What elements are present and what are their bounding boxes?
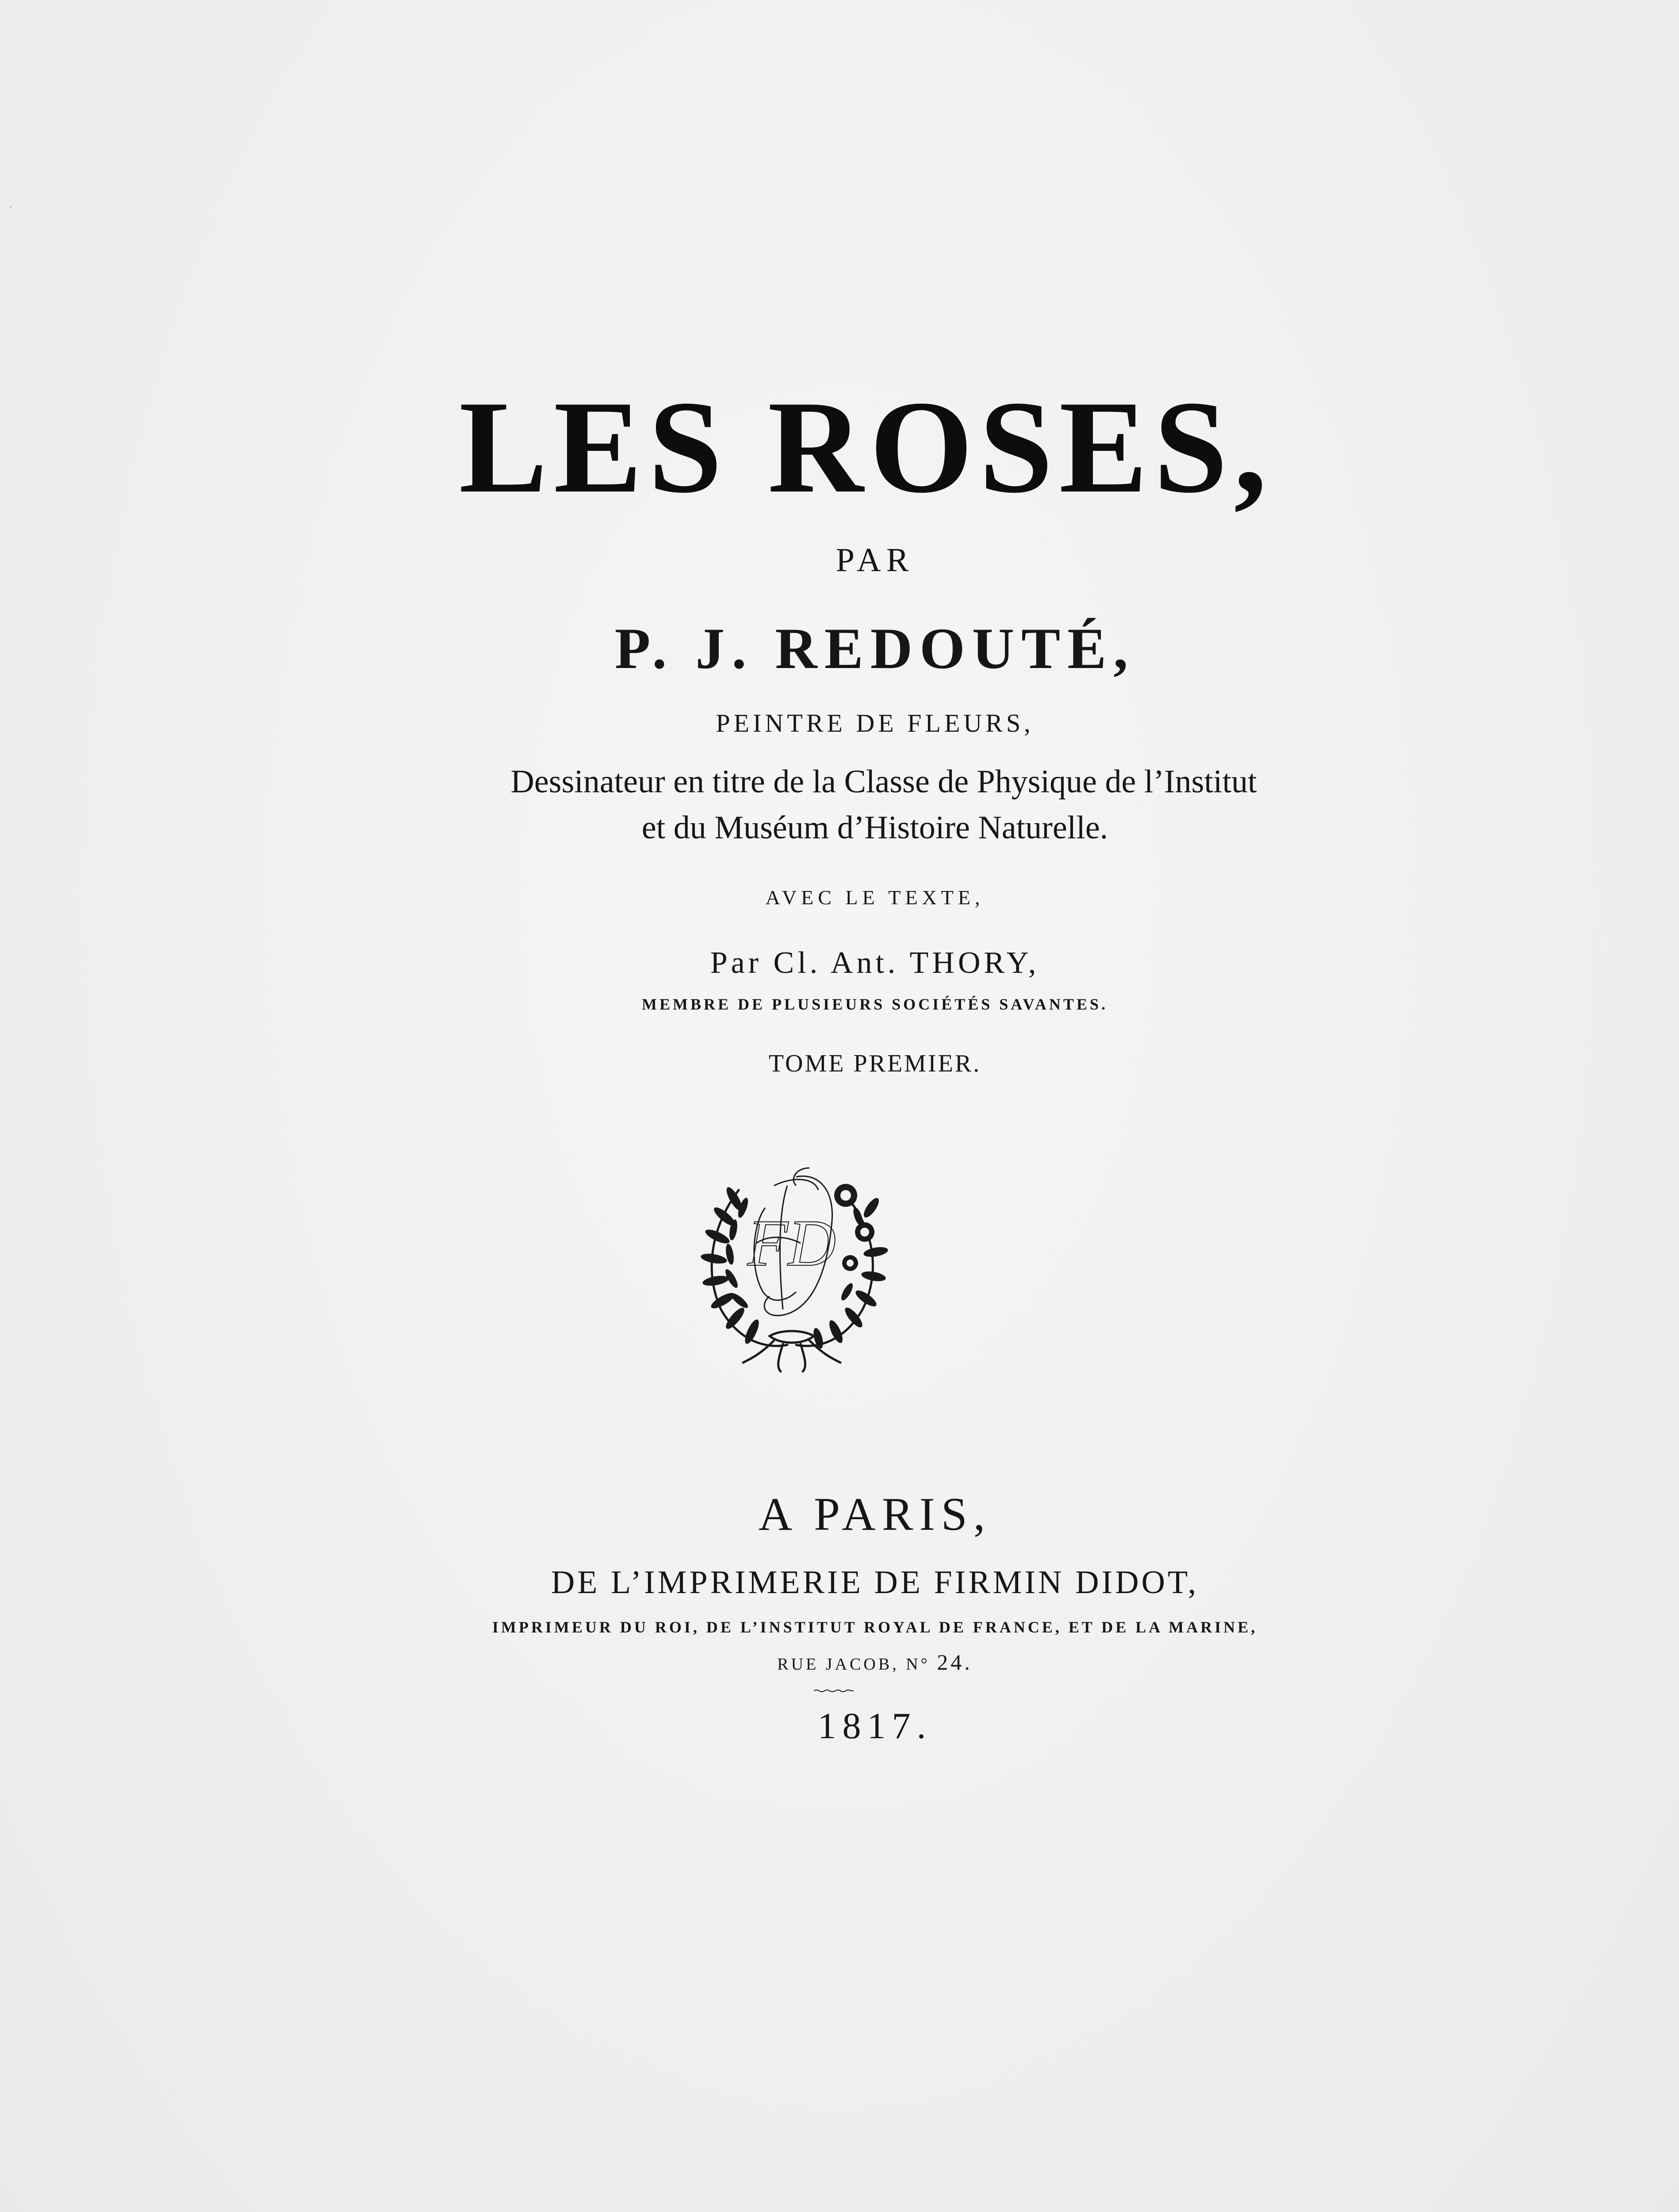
paper-speck: [10, 206, 12, 208]
text-author: Par Cl. Ant. THORY,: [710, 946, 1040, 980]
printer-titles: IMPRIMEUR DU ROI, DE L’INSTITUT ROYAL DE FRANCE, ET DE LA MARINE,: [492, 1618, 1258, 1636]
wreath-monogram-emblem: [686, 1159, 898, 1376]
ornamental-divider: [814, 1689, 854, 1693]
monogram-letters: FD: [748, 1206, 836, 1280]
book-title: LES ROSES,: [459, 373, 1273, 520]
printer-address: [35, 1651, 1679, 1673]
printer-name: DE L’IMPRIMERIE DE FIRMIN DIDOT,: [551, 1564, 1199, 1601]
text-author-role: MEMBRE DE PLUSIEURS SOCIÉTÉS SAVANTES.: [642, 995, 1108, 1013]
volume-label: TOME PREMIER.: [768, 1050, 981, 1077]
publication-year: 1817.: [817, 1705, 932, 1747]
author-name: P. J. REDOUTÉ,: [614, 616, 1135, 681]
author-description-line-2: et du Muséum d’Histoire Naturelle.: [641, 810, 1108, 846]
author-role: PEINTRE DE FLEURS,: [716, 709, 1034, 737]
author-description-line-1: Dessinateur en titre de la Classe de Physique de l’Institut: [510, 764, 1257, 800]
address-number: 24.: [937, 1650, 973, 1674]
with-text-line: AVEC LE TEXTE,: [765, 886, 985, 909]
by-line: PAR: [836, 541, 914, 579]
address-street: RUE JACOB, N°: [777, 1655, 937, 1674]
publication-place: A PARIS,: [758, 1488, 992, 1540]
